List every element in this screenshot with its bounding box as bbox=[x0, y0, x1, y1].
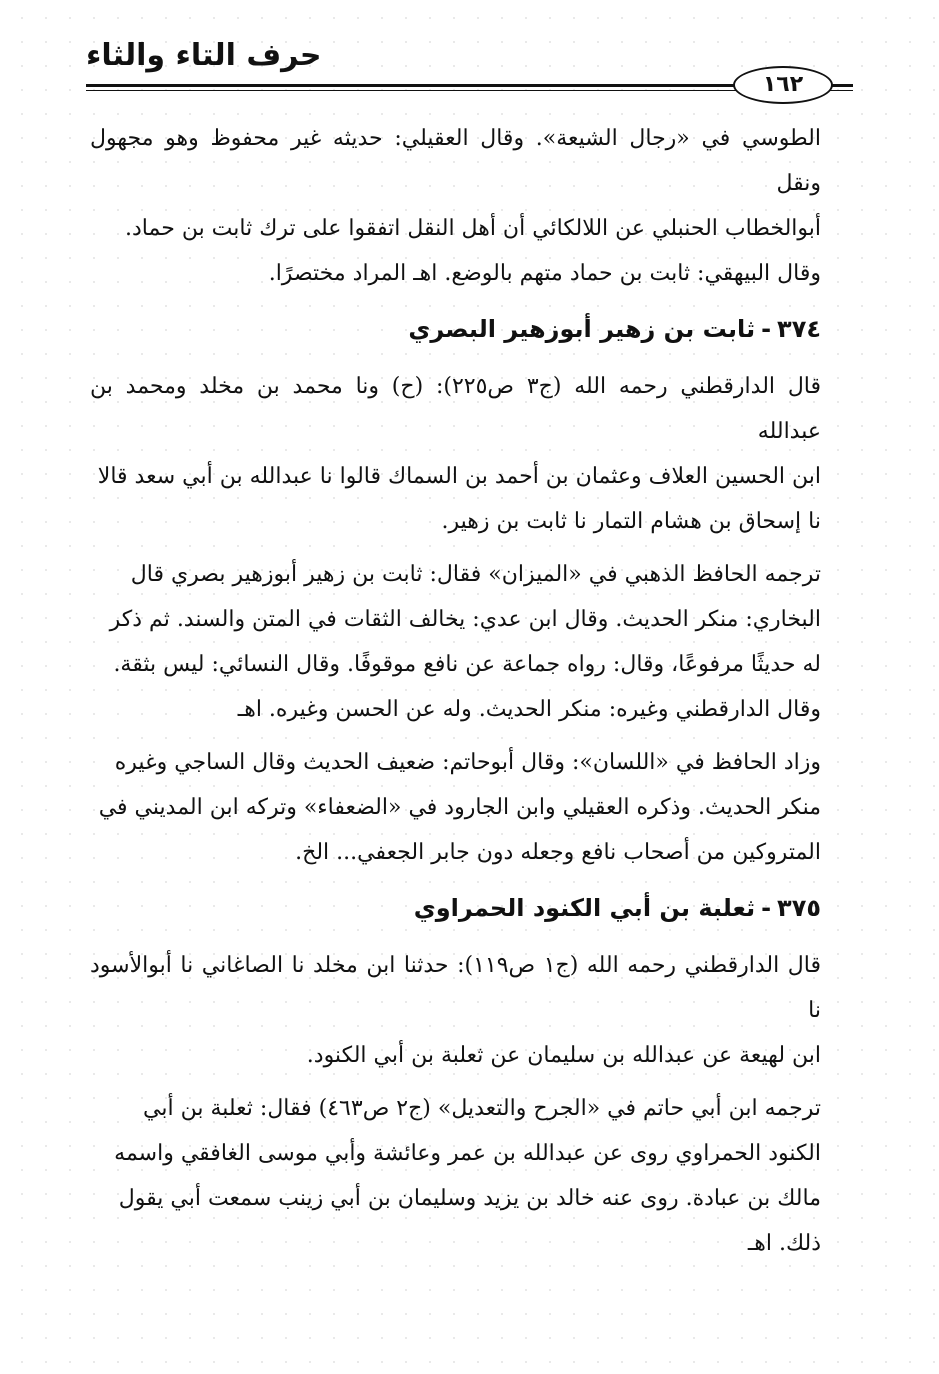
entry-number: ٣٧٤ bbox=[777, 315, 821, 343]
text-line: وقال الدارقطني وغيره: منكر الحديث. وله عن الحسن وغيره. اهـ bbox=[237, 697, 821, 722]
text-line: وزاد الحافظ في «اللسان»: وقال أبوحاتم: ضعيف الحديث وقال الساجي وغيره bbox=[114, 750, 821, 775]
entry-375-paragraph-1 bbox=[90, 943, 821, 1078]
page-number: ١٦٢ bbox=[733, 66, 833, 104]
entry-separator: - bbox=[761, 894, 772, 922]
text-line: ابن الحسين العلاف وعثمان بن أحمد بن السماك قالوا نا عبدالله بن أبي سعد قالا bbox=[97, 464, 821, 489]
page-header bbox=[86, 38, 853, 98]
page-content bbox=[90, 116, 821, 1274]
chapter-title: حرف التاء والثاء bbox=[86, 38, 322, 73]
text-line: أبوالخطاب الحنبلي عن اللالكائي أن أهل النقل اتفقوا على ترك ثابت بن حماد. bbox=[125, 216, 821, 241]
text-line: البخاري: منكر الحديث. وقال ابن عدي: يخالف الثقات في المتن والسند. ثم ذكر bbox=[109, 607, 821, 632]
text-line: الطوسي في «رجال الشيعة». وقال العقيلي: حديثه غير محفوظ وهو مجهول ونقل bbox=[90, 126, 821, 196]
entry-heading-375 bbox=[90, 883, 821, 933]
intro-paragraph bbox=[90, 116, 821, 296]
entry-374-paragraph-3 bbox=[90, 740, 821, 875]
text-line: نا إسحاق بن هشام التمار نا ثابت بن زهير. bbox=[441, 509, 821, 534]
text-line: الكنود الحمراوي روى عن عبدالله بن عمر وعائشة وأبي موسى الغافقي واسمه bbox=[114, 1141, 821, 1166]
text-line: وقال البيهقي: ثابت بن حماد متهم بالوضع. اهـ المراد مختصرًا. bbox=[268, 261, 821, 286]
text-line: ابن لهيعة عن عبدالله بن سليمان عن ثعلبة بن أبي الكنود. bbox=[306, 1043, 821, 1068]
entry-heading-374 bbox=[90, 304, 821, 354]
text-line: ذلك. اهـ bbox=[747, 1231, 821, 1256]
text-line: قال الدارقطني رحمه الله (ج٣ ص٢٢٥): (ح) ونا محمد بن مخلد ومحمد بن عبدالله bbox=[90, 374, 822, 444]
text-line: مالك بن عبادة. روى عنه خالد بن يزيد وسليمان بن أبي زينب سمعت أبي يقول bbox=[118, 1186, 821, 1211]
text-line: قال الدارقطني رحمه الله (ج١ ص١١٩): حدثنا ابن مخلد نا الصاغاني نا أبوالأسود نا bbox=[90, 953, 821, 1023]
text-line: له حديثًا مرفوعًا، وقال: رواه جماعة عن نافع موقوفًا. وقال النسائي: ليس بثقة. bbox=[113, 652, 821, 677]
text-line: ترجمه الحافظ الذهبي في «الميزان» فقال: ثابت بن زهير أبوزهير بصري قال bbox=[130, 562, 821, 587]
entry-374-paragraph-1 bbox=[90, 364, 821, 544]
text-line: المتروكين من أصحاب نافع وجعله دون جابر الجعفي... الخ. bbox=[295, 840, 821, 865]
entry-374-paragraph-2 bbox=[90, 552, 821, 732]
entry-name: ثابت بن زهير أبوزهير البصري bbox=[408, 315, 756, 343]
entry-name: ثعلبة بن أبي الكنود الحمراوي bbox=[413, 894, 756, 922]
entry-375-paragraph-2 bbox=[90, 1086, 821, 1266]
entry-separator: - bbox=[761, 315, 772, 343]
entry-number: ٣٧٥ bbox=[777, 894, 821, 922]
text-line: ترجمه ابن أبي حاتم في «الجرح والتعديل» (ج٢ ص٤٦٣) فقال: ثعلبة بن أبي bbox=[143, 1096, 821, 1121]
text-line: منكر الحديث. وذكره العقيلي وابن الجارود في «الضعفاء» وتركه ابن المديني في bbox=[98, 795, 821, 820]
